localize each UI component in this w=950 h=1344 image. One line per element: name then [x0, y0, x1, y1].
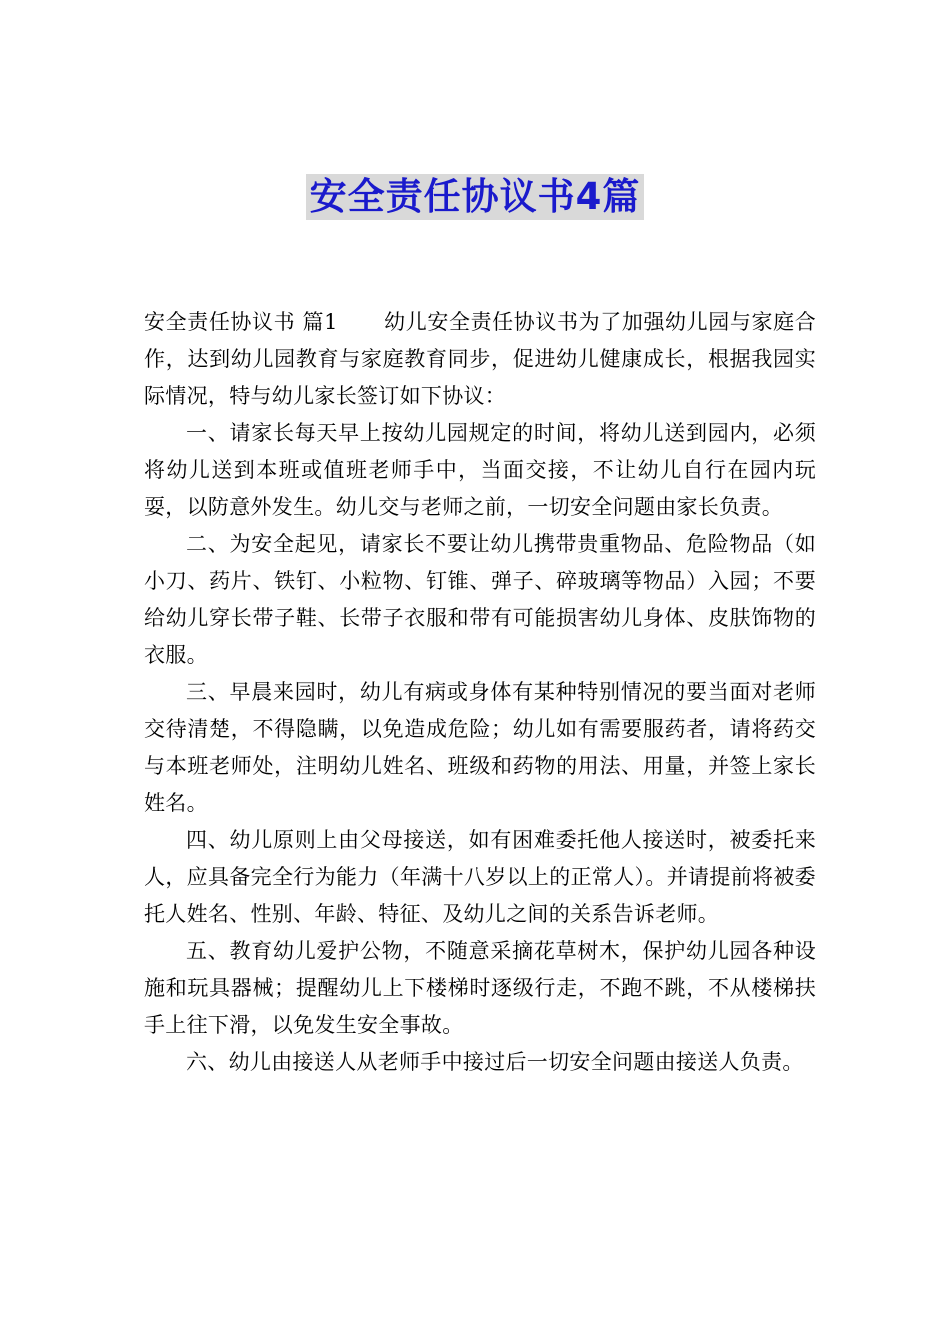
lead-paragraph: [144, 304, 816, 415]
title-container: [0, 174, 950, 220]
paragraph-1: 一、请家长每天早上按幼儿园规定的时间，将幼儿送到园内，必须将幼儿送到本班或值班老师手中，当面交接，不让幼儿自行在园内玩耍，以防意外发生。幼儿交与老师之前，一切安全问题由家长负责。: [144, 421, 816, 519]
paragraph-4: 四、幼儿原则上由父母接送，如有困难委托他人接送时，被委托来人，应具备完全行为能力（年满十八岁以上的正常人）。并请提前将被委托人姓名、性别、年龄、特征、及幼儿之间的关系告诉老师。: [144, 828, 816, 926]
paragraph-6: 六、幼儿由接送人从老师手中接过后一切安全问题由接送人负责。: [186, 1050, 804, 1074]
lead-text: 幼儿安全责任协议书为了加强幼儿园与家庭合作，达到幼儿园教育与家庭教育同步，促进幼儿健康成长，根据我园实际情况，特与幼儿家长签订如下协议：: [144, 310, 817, 408]
paragraph-3: 三、早晨来园时，幼儿有病或身体有某种特别情况的要当面对老师交待清楚，不得隐瞒，以免造成危险；幼儿如有需要服药者，请将药交与本班老师处，注明幼儿姓名、班级和药物的用法、用量，并签上家长姓名。: [144, 680, 816, 815]
paragraph-2: 二、为安全起见，请家长不要让幼儿携带贵重物品、危险物品（如小刀、药片、铁钉、小粒物、钉锥、弹子、碎玻璃等物品）入园；不要给幼儿穿长带子鞋、长带子衣服和带有可能损害幼儿身体、皮肤饰物的衣服。: [144, 532, 816, 667]
document-title: 安全责任协议书4篇: [306, 174, 645, 220]
document-body: [144, 304, 816, 1081]
paragraph-5: 五、教育幼儿爱护公物，不随意采摘花草树木，保护幼儿园各种设施和玩具器械；提醒幼儿上下楼梯时逐级行走，不跑不跳，不从楼梯扶手上往下滑，以免发生安全事故。: [144, 939, 816, 1037]
section-heading: 安全责任协议书 篇1: [144, 310, 338, 334]
